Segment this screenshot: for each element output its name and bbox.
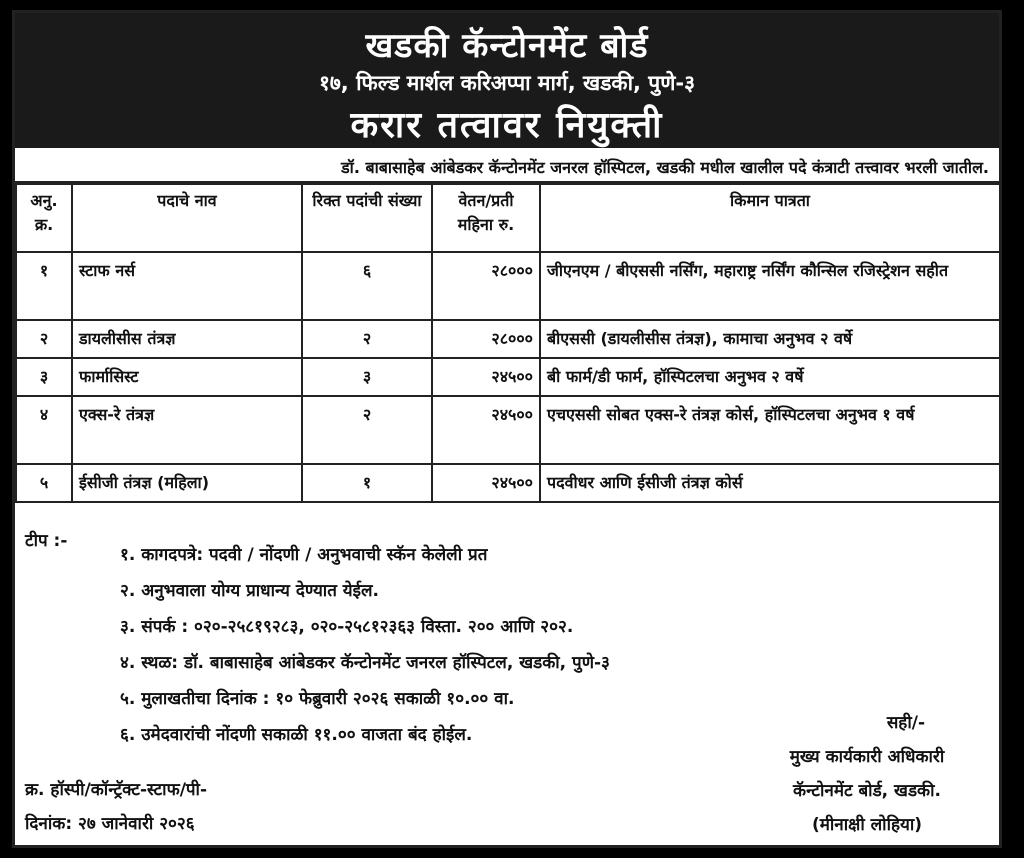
signature-mark: सही/- xyxy=(886,713,925,733)
header-banner xyxy=(15,13,999,148)
row-salary: २४५०० xyxy=(432,358,540,396)
table-row xyxy=(16,464,1000,502)
advertisement-sheet xyxy=(12,10,1002,848)
table-row xyxy=(16,396,1000,464)
table-row xyxy=(16,320,1000,358)
board-address: १७, फिल्ड मार्शल करिअप्पा मार्ग, खडकी, पुणे-३ xyxy=(318,71,696,95)
row-post: स्टाफ नर्स xyxy=(72,252,302,320)
table-header-row xyxy=(16,184,1000,252)
row-qualification: एचएससी सोबत एक्स-रे तंत्रज्ञ कोर्स, हॉस्पिटलचा अनुभव १ वर्ष xyxy=(540,396,1000,464)
col-header-post: पदाचे नाव xyxy=(72,184,302,252)
signatory-name: (मीनाक्षी लोहिया) xyxy=(811,815,923,835)
intro-text: डॉ. बाबासाहेब आंबेडकर कॅन्टोनमेंट जनरल हॉस्पिटल, खडकी मधील खालील पदे कंत्राटी तत्त्वावर भरली जातील. xyxy=(15,148,999,183)
row-post: एक्स-रे तंत्रज्ञ xyxy=(72,396,302,464)
posts-table xyxy=(15,183,1001,503)
row-salary: २८००० xyxy=(432,320,540,358)
row-sr: १ xyxy=(16,252,72,320)
reference-number: क्र. हॉस्पी/कॉन्ट्रॅक्ट-स्टाफ/पी- xyxy=(25,780,208,800)
signature-block xyxy=(747,706,987,842)
row-qualification: पदवीधर आणि ईसीजी तंत्रज्ञ कोर्स xyxy=(540,464,1000,502)
row-vacancies: १ xyxy=(302,464,432,502)
note-item: ४. स्थळ: डॉ. बाबासाहेब आंबेडकर कॅन्टोनमेंट जनरल हॉस्पिटल, खडकी, पुणे-३ xyxy=(120,653,610,673)
notice-heading: करार तत्वावर नियुक्ती xyxy=(350,105,664,146)
row-vacancies: ६ xyxy=(302,252,432,320)
col-header-sr: अनु. क्र. xyxy=(16,184,72,252)
row-vacancies: २ xyxy=(302,396,432,464)
row-salary: २८००० xyxy=(432,252,540,320)
row-sr: २ xyxy=(16,320,72,358)
col-header-salary: वेतन/प्रती महिना रु. xyxy=(432,184,540,252)
notes-list xyxy=(120,540,610,756)
board-title: खडकी कॅन्टोनमेंट बोर्ड xyxy=(365,26,649,66)
row-qualification: जीएनएम / बीएससी नर्सिंग, महाराष्ट्र नर्सिंग कौन्सिल रजिस्ट्रेशन सहीत xyxy=(540,252,1000,320)
table-row xyxy=(16,358,1000,396)
row-sr: ३ xyxy=(16,358,72,396)
note-item: २. अनुभवाला योग्य प्राधान्य देण्यात येईल. xyxy=(120,581,380,601)
row-qualification: बीएससी (डायलीसीस तंत्रज्ञ), कामाचा अनुभव २ वर्षे xyxy=(540,320,1000,358)
notes-label: टीप :- xyxy=(25,531,68,551)
row-post: ईसीजी तंत्रज्ञ (महिला) xyxy=(72,464,302,502)
row-salary: २४५०० xyxy=(432,396,540,464)
row-post: डायलीसीस तंत्रज्ञ xyxy=(72,320,302,358)
reference-block xyxy=(25,773,207,841)
note-item: ५. मुलाखतीचा दिनांक : १० फेब्रुवारी २०२६ सकाळी १०.०० वा. xyxy=(120,689,515,709)
reference-date: दिनांक: २७ जानेवारी २०२६ xyxy=(25,814,195,834)
row-vacancies: ३ xyxy=(302,358,432,396)
col-header-vacancies: रिक्त पदांची संख्या xyxy=(302,184,432,252)
note-item: १. कागदपत्रे: पदवी / नोंदणी / अनुभवाची स्कॅन केलेली प्रत xyxy=(120,545,488,565)
row-sr: ५ xyxy=(16,464,72,502)
signatory-office: कॅन्टोनमेंट बोर्ड, खडकी. xyxy=(793,781,941,801)
note-item: ३. संपर्क : ०२०-२५८१९२८३, ०२०-२५८१२३६३ विस्ता. २०० आणि २०२. xyxy=(120,617,574,637)
col-header-qualification: किमान पात्रता xyxy=(540,184,1000,252)
row-qualification: बी फार्म/डी फार्म, हॉस्पिटलचा अनुभव २ वर्षे xyxy=(540,358,1000,396)
signatory-designation: मुख्य कार्यकारी अधिकारी xyxy=(789,747,945,767)
row-vacancies: २ xyxy=(302,320,432,358)
row-post: फार्मासिस्ट xyxy=(72,358,302,396)
note-item: ६. उमेदवारांची नोंदणी सकाळी ११.०० वाजता बंद होईल. xyxy=(120,725,473,745)
table-row xyxy=(16,252,1000,320)
row-salary: २४५०० xyxy=(432,464,540,502)
row-sr: ४ xyxy=(16,396,72,464)
